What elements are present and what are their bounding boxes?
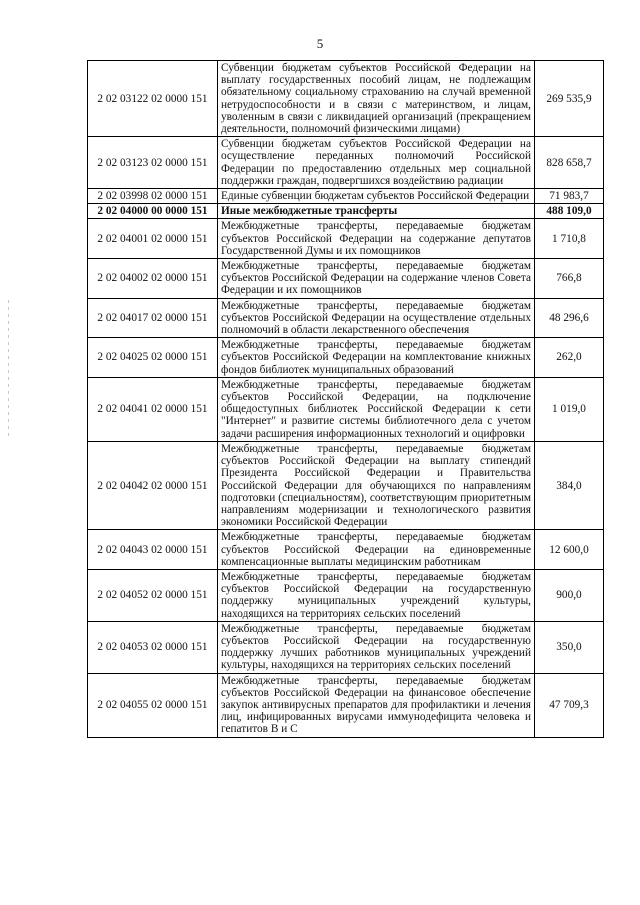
budget-amount: 48 296,6 — [535, 298, 604, 338]
budget-description: Межбюджетные трансферты, передаваемые бюджетам субъектов Российской Федерации на государственную поддержку лучших работников муниципальных учреждений культуры, находящихся на территориях сельских поселений — [218, 621, 535, 673]
budget-code: 2 02 04017 02 0000 151 — [88, 298, 218, 338]
budget-table — [87, 60, 604, 738]
table-row — [88, 673, 604, 737]
budget-code: 2 02 04042 02 0000 151 — [88, 441, 218, 529]
table-row — [88, 259, 604, 299]
budget-description: Межбюджетные трансферты, передаваемые бюджетам субъектов Российской Федерации на комплектование книжных фондов библиотек муниципальных образований — [218, 338, 535, 378]
budget-description: Межбюджетные трансферты, передаваемые бюджетам субъектов Российской Федерации на содержание членов Совета Федерации и их помощников — [218, 259, 535, 299]
table-row — [88, 298, 604, 338]
budget-code: 2 02 03122 02 0000 151 — [88, 61, 218, 137]
budget-amount: 262,0 — [535, 338, 604, 378]
budget-amount: 384,0 — [535, 441, 604, 529]
table-row — [88, 137, 604, 189]
page-number: 5 — [316, 36, 324, 51]
table-row — [88, 621, 604, 673]
table-row — [88, 377, 604, 441]
budget-code: 2 02 04053 02 0000 151 — [88, 621, 218, 673]
budget-amount: 488 109,0 — [535, 204, 604, 219]
budget-code: 2 02 04043 02 0000 151 — [88, 530, 218, 570]
budget-code: 2 02 04041 02 0000 151 — [88, 377, 218, 441]
budget-description: Субвенции бюджетам субъектов Российской Федерации на осуществление переданных полномочий Российской Федерации по предоставлению отдельных мер социальной поддержки граждан, подвергшихся воздействию радиации — [218, 137, 535, 189]
table-row — [88, 530, 604, 570]
budget-description: Межбюджетные трансферты, передаваемые бюджетам субъектов Российской Федерации на осуществление отдельных полномочий в области лекарственного обеспечения — [218, 298, 535, 338]
budget-description: Иные межбюджетные трансферты — [218, 204, 535, 219]
table-row-subtotal — [88, 204, 604, 219]
budget-amount: 350,0 — [535, 621, 604, 673]
budget-amount: 1 019,0 — [535, 377, 604, 441]
budget-description: Единые субвенции бюджетам субъектов Российской Федерации — [218, 189, 535, 204]
budget-description: Межбюджетные трансферты, передаваемые бюджетам субъектов Российской Федерации на государственную поддержку муниципальных учреждений культуры, находящихся на территориях сельских поселений — [218, 569, 535, 621]
budget-code: 2 02 04001 02 0000 151 — [88, 219, 218, 259]
budget-code: 2 02 04052 02 0000 151 — [88, 569, 218, 621]
budget-amount: 12 600,0 — [535, 530, 604, 570]
budget-amount: 828 658,7 — [535, 137, 604, 189]
table-row — [88, 441, 604, 529]
budget-amount: 47 709,3 — [535, 673, 604, 737]
budget-description: Межбюджетные трансферты, передаваемые бюджетам субъектов Российской Федерации на единовременные компенсационные выплаты медицинским работникам — [218, 530, 535, 570]
budget-description: Межбюджетные трансферты, передаваемые бюджетам субъектов Российской Федерации на финансовое обеспечение закупок антивирусных препаратов для профилактики и лечения лиц, инфицированных вирусами иммунодефицита человека и гепатитов В и С — [218, 673, 535, 737]
budget-description: Межбюджетные трансферты, передаваемые бюджетам субъектов Российской Федерации, на подключение общедоступных библиотек Российской Федерации к сети "Интернет" и развитие системы библиотечного дела с учетом задачи расширения информационных технологий и оцифровки — [218, 377, 535, 441]
budget-code: 2 02 04000 00 0000 151 — [88, 204, 218, 219]
budget-code: 2 02 04055 02 0000 151 — [88, 673, 218, 737]
table-row — [88, 61, 604, 137]
table-row — [88, 338, 604, 378]
budget-amount: 900,0 — [535, 569, 604, 621]
budget-table-body — [88, 61, 604, 738]
budget-amount: 1 710,8 — [535, 219, 604, 259]
table-row — [88, 219, 604, 259]
budget-description: Субвенции бюджетам субъектов Российской Федерации на выплату государственных пособий лицам, не подлежащим обязательному социальному страхованию на случай временной нетрудоспособности и в связи с материнством, и лицам, уволенным в связи с ликвидацией организаций (прекращением деятельности, полномочий физическими лицами) — [218, 61, 535, 137]
table-row — [88, 189, 604, 204]
budget-amount: 766,8 — [535, 259, 604, 299]
scan-edge-mark — [8, 300, 9, 440]
budget-description: Межбюджетные трансферты, передаваемые бюджетам субъектов Российской Федерации на выплату стипендий Президента Российской Федерации и Правительства Российской Федерации для обучающихся по направлениям подготовки (специальностям), соответствующим приоритетным направлениям модернизации и технологического развития экономики Российской Федерации — [218, 441, 535, 529]
budget-amount: 269 535,9 — [535, 61, 604, 137]
table-row — [88, 569, 604, 621]
budget-amount: 71 983,7 — [535, 189, 604, 204]
budget-code: 2 02 04025 02 0000 151 — [88, 338, 218, 378]
budget-description: Межбюджетные трансферты, передаваемые бюджетам субъектов Российской Федерации на содержание депутатов Государственной Думы и их помощников — [218, 219, 535, 259]
budget-code: 2 02 04002 02 0000 151 — [88, 259, 218, 299]
budget-code: 2 02 03998 02 0000 151 — [88, 189, 218, 204]
budget-code: 2 02 03123 02 0000 151 — [88, 137, 218, 189]
